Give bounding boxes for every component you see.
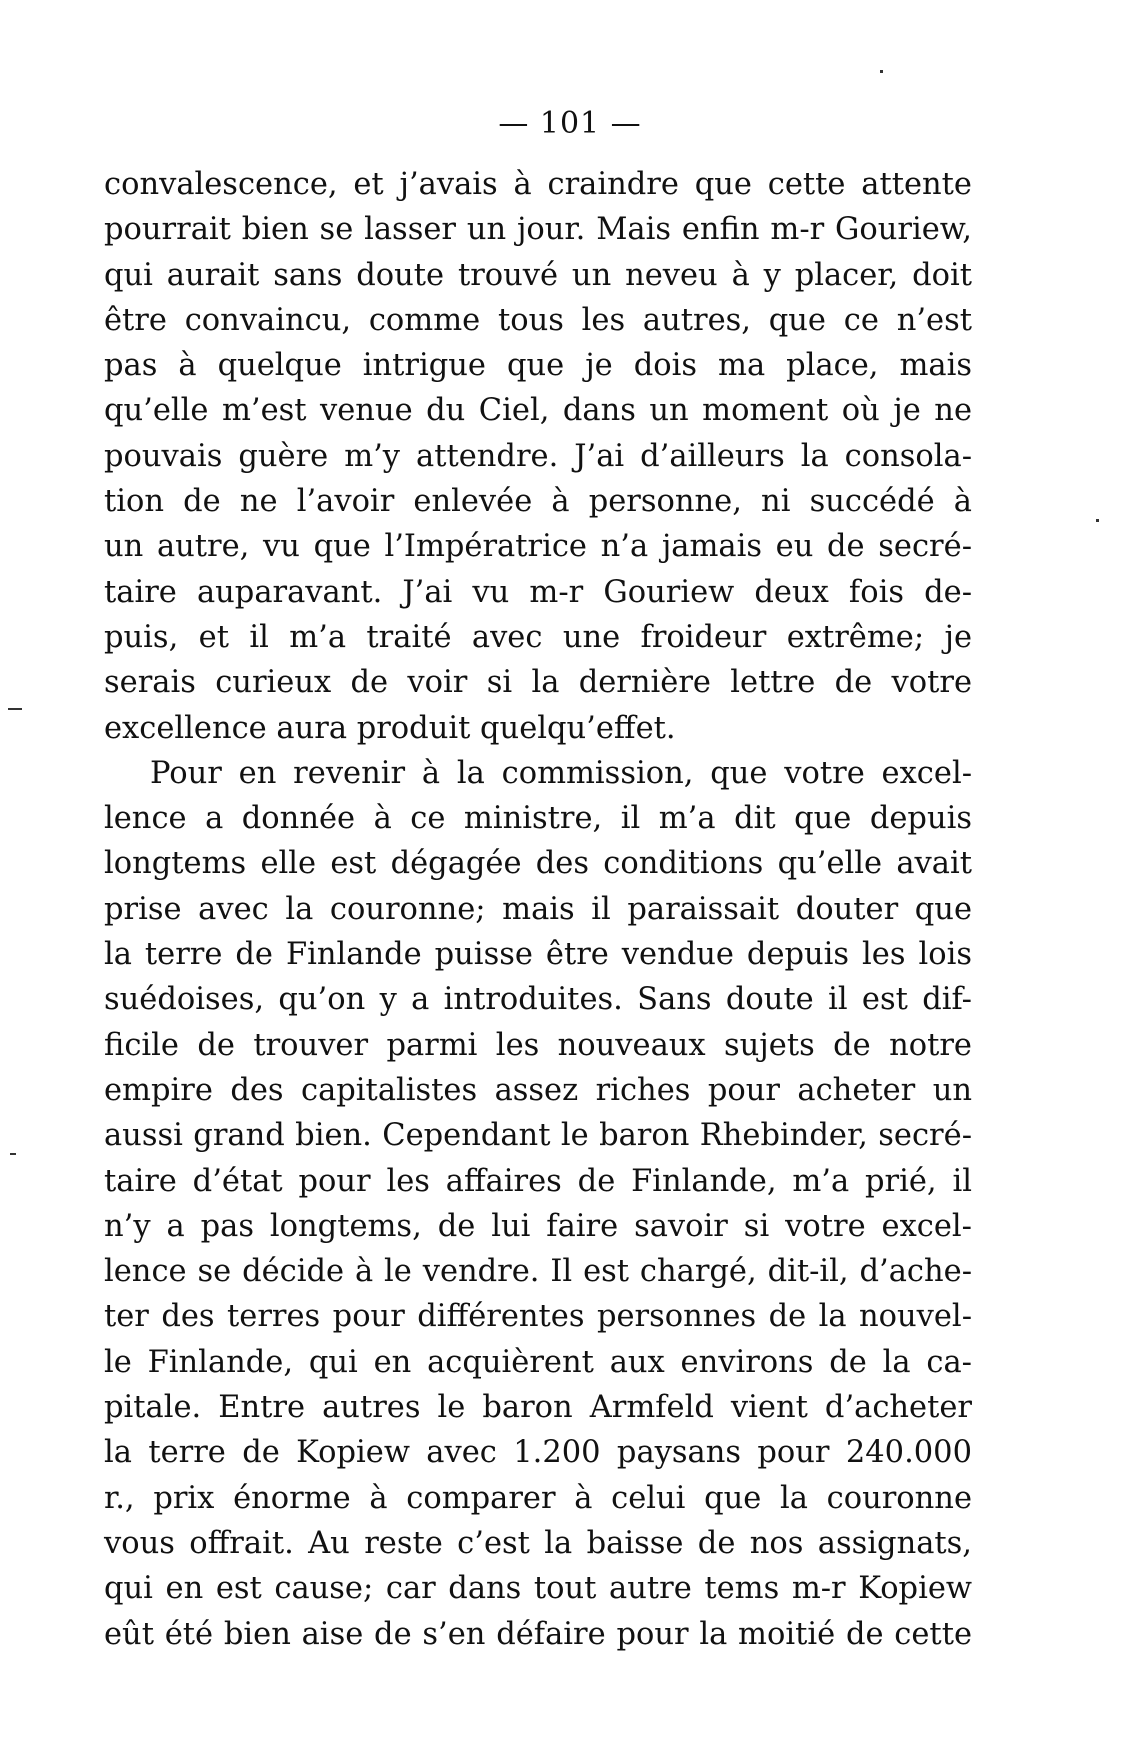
text-line: pas à quelque intrigue que je dois ma place, mais xyxy=(104,348,972,384)
text-line: le Finlande, qui en acquièrent aux environs de la ca- xyxy=(104,1344,972,1380)
text-line: empire des capitalistes assez riches pour acheter un xyxy=(104,1072,972,1108)
text-line: qui en est cause; car dans tout autre tems m-r Kopiew xyxy=(104,1571,972,1607)
margin-mark xyxy=(880,70,883,73)
text-line: puis, et il m’a traité avec une froideur extrême; je xyxy=(104,619,972,655)
text-line: aussi grand bien. Cependant le baron Rhebinder, secré- xyxy=(104,1118,972,1154)
text-line: ficile de trouver parmi les nouveaux sujets de notre xyxy=(104,1027,972,1063)
text-line: un autre, vu que l’Impératrice n’a jamais eu de secré- xyxy=(104,529,972,565)
text-line: ter des terres pour différentes personnes de la nouvel- xyxy=(104,1299,972,1335)
margin-mark xyxy=(1096,519,1099,522)
page-number: — 101 — xyxy=(498,106,642,141)
text-line: taire auparavant. J’ai vu m-r Gouriew deux fois de- xyxy=(104,574,972,610)
text-line: lence se décide à le vendre. Il est chargé, dit-il, d’ache- xyxy=(104,1254,972,1290)
text-line: longtems elle est dégagée des conditions qu’elle avait xyxy=(104,846,972,882)
margin-mark xyxy=(8,708,22,710)
text-line: pouvais guère m’y attendre. J’ai d’ailleurs la consola- xyxy=(104,438,972,474)
text-line: convalescence, et j’avais à craindre que cette attente xyxy=(104,167,972,202)
text-line: la terre de Kopiew avec 1.200 paysans pour 240.000 xyxy=(104,1435,972,1471)
text-line: la terre de Finlande puisse être vendue depuis les lois xyxy=(104,937,972,973)
text-line: n’y a pas longtems, de lui faire savoir si votre excel- xyxy=(104,1208,972,1244)
text-line: excellence aura produit quelqu’effet. xyxy=(104,710,676,746)
text-line: être convaincu, comme tous les autres, que ce n’est xyxy=(104,302,972,338)
paragraph-2 xyxy=(104,751,972,1657)
text-line: eût été bien aise de s’en défaire pour la moitié de cette xyxy=(104,1616,972,1652)
text-line: pitale. Entre autres le baron Armfeld vient d’acheter xyxy=(104,1390,972,1426)
body-text xyxy=(104,162,972,1657)
margin-mark xyxy=(10,1153,16,1155)
text-line: tion de ne l’avoir enlevée à personne, ni succédé à xyxy=(104,484,972,520)
text-line: r., prix énorme à comparer à celui que la couronne xyxy=(104,1480,972,1516)
text-line: taire d’état pour les affaires de Finlande, m’a prié, il xyxy=(104,1163,972,1199)
text-line: Pour en revenir à la commission, que votre excel- xyxy=(150,755,972,791)
text-line: vous offrait. Au reste c’est la baisse de nos assignats, xyxy=(104,1525,972,1561)
paragraph-1 xyxy=(104,162,972,751)
text-line: qu’elle m’est venue du Ciel, dans un moment où je ne xyxy=(104,393,972,429)
text-line: lence a donnée à ce ministre, il m’a dit que depuis xyxy=(104,801,972,837)
text-line: prise avec la couronne; mais il paraissait douter que xyxy=(104,891,972,927)
text-line: suédoises, qu’on y a introduites. Sans doute il est dif- xyxy=(104,982,972,1018)
text-line: serais curieux de voir si la dernière lettre de votre xyxy=(104,665,972,701)
text-line: qui aurait sans doute trouvé un neveu à y placer, doit xyxy=(104,257,972,293)
text-line: pourrait bien se lasser un jour. Mais enfin m-r Gouriew, xyxy=(104,212,972,248)
